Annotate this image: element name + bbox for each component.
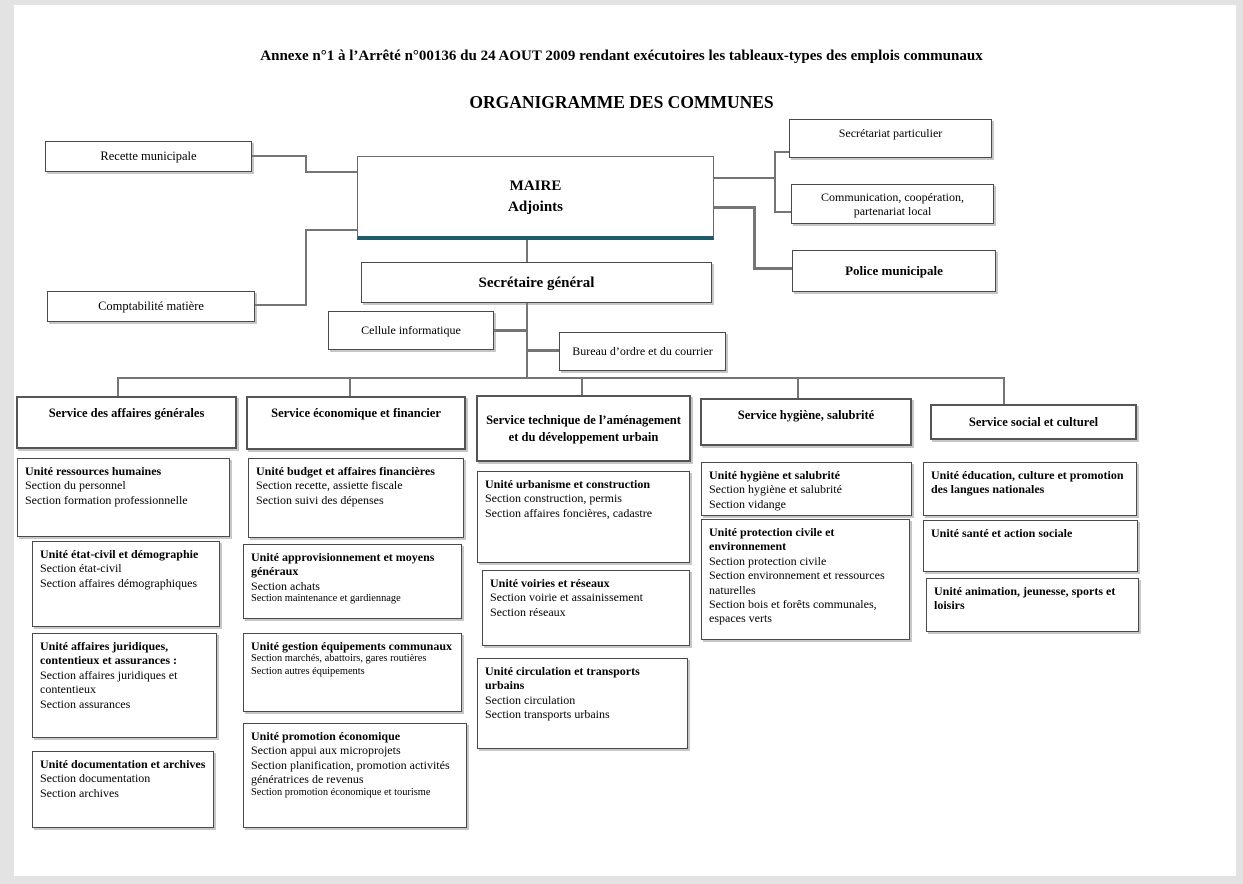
connector-police (753, 206, 756, 270)
unit-title: Unité budget et affaires financières (256, 464, 435, 478)
connector-bureau (527, 349, 559, 352)
box-label: Recette municipale (100, 149, 197, 163)
connector-comptabilite (255, 304, 307, 306)
service-title: Service social et culturel (968, 414, 1099, 429)
unit-circulation-transports (477, 658, 688, 749)
connector-secretariat (774, 151, 789, 153)
unit-section: Section planification, promotion activités génératrices de revenus (251, 757, 450, 787)
unit-title: Unité voiries et réseaux (490, 576, 610, 590)
unit-etat-civil-demographie (32, 541, 220, 627)
box-comptabilite-matiere (47, 291, 255, 322)
connector-comptabilite (305, 229, 307, 306)
unit-section: Section achats (251, 578, 320, 593)
unit-title: Unité animation, jeunesse, sports et loisirs (934, 584, 1116, 613)
unit-section: Section suivi des dépenses (256, 492, 384, 507)
unit-urbanisme-construction (477, 471, 690, 563)
unit-section: Section état-civil (40, 561, 122, 576)
unit-protection-civile (701, 519, 910, 640)
connector-sg-rail (526, 303, 528, 379)
unit-title: Unité promotion économique (251, 729, 401, 743)
unit-sante-action-sociale (923, 520, 1138, 572)
unit-section: Section circulation (485, 692, 576, 707)
box-bureau-ordre-courrier (559, 332, 726, 371)
connector-service-stub (117, 377, 119, 396)
unit-title: Unité santé et action sociale (931, 526, 1073, 540)
unit-title: Unité urbanisme et construction (485, 477, 650, 491)
connector-recette (252, 155, 307, 157)
unit-hygiene-salubrite (701, 462, 912, 516)
box-communication-cooperation (791, 184, 994, 224)
unit-title: Unité gestion équipements communaux (251, 639, 453, 653)
unit-section: Section environnement et ressources naturelles (709, 568, 885, 597)
connector-maire-sg (526, 240, 528, 262)
connector-police (753, 267, 792, 270)
service-header-technique (476, 395, 691, 462)
unit-section: Section affaires foncières, cadastre (485, 505, 653, 520)
box-maire (357, 156, 714, 240)
box-cellule-informatique (328, 311, 494, 350)
unit-affaires-juridiques (32, 633, 217, 738)
unit-section: Section autres équipements (251, 665, 365, 677)
connector-police (714, 206, 755, 209)
service-title: Service hygiène, salubrité (737, 408, 875, 422)
connector-communication (774, 211, 791, 213)
box-label: Police municipale (845, 263, 943, 279)
box-secretaire-general (361, 262, 712, 303)
adjoints-label: Adjoints (507, 198, 563, 215)
connector-service-stub (1003, 377, 1005, 404)
box-label: Secrétariat particulier (838, 126, 943, 140)
unit-section: Section appui aux microprojets (251, 743, 401, 758)
box-police-municipale (792, 250, 996, 292)
connector-service-stub (581, 377, 583, 395)
unit-voiries-reseaux (482, 570, 690, 646)
box-label: Cellule informatique (361, 323, 461, 338)
unit-gestion-equipements (243, 633, 462, 712)
service-header-economique-financier (246, 396, 466, 450)
annex-title: Annexe n°1 à l’Arrêté n°00136 du 24 AOUT 2009 rendant exécutoires les tableaux-types des emplois communaux (260, 48, 983, 64)
unit-title: Unité documentation et archives (40, 757, 206, 771)
unit-section: Section promotion économique et tourisme (251, 786, 431, 798)
connector-recette (305, 171, 357, 173)
unit-section: Section assurances (40, 696, 131, 711)
unit-section: Section transports urbains (485, 707, 610, 722)
unit-section: Section formation professionnelle (25, 492, 188, 507)
unit-animation-jeunesse (926, 578, 1139, 632)
unit-section: Section marchés, abattoirs, gares routières (251, 653, 427, 665)
unit-section: Section maintenance et gardiennage (251, 593, 401, 605)
box-recette-municipale (45, 141, 252, 172)
connector-service-stub (797, 377, 799, 398)
unit-promotion-economique (243, 723, 467, 828)
service-title: Service des affaires générales (48, 406, 205, 420)
box-secretariat-particulier (789, 119, 992, 158)
service-header-affaires-generales (16, 396, 237, 449)
unit-title: Unité ressources humaines (25, 464, 162, 478)
page-title: ORGANIGRAMME DES COMMUNES (469, 92, 774, 112)
service-title: Service technique de l’aménagement et du développement urbain (486, 413, 681, 444)
unit-section: Section affaires démographiques (40, 575, 198, 590)
unit-section: Section hygiène et salubrité (709, 482, 842, 497)
unit-title: Unité état-civil et démographie (40, 547, 199, 561)
box-label: Comptabilité matière (98, 299, 204, 313)
unit-budget-affaires-financieres (248, 458, 464, 538)
box-label: Bureau d’ordre et du courrier (572, 344, 713, 359)
service-title: Service économique et financier (271, 406, 441, 420)
unit-section: Section voirie et assainissement (490, 590, 643, 605)
unit-title: Unité éducation, culture et promotion des langues nationales (931, 468, 1124, 497)
unit-education-culture (923, 462, 1137, 516)
unit-section: Section documentation (40, 771, 151, 786)
box-label: Communication, coopération, partenariat local (821, 189, 964, 218)
unit-title: Unité approvisionnement et moyens généraux (251, 550, 435, 579)
connector-comptabilite (305, 229, 357, 231)
unit-section: Section archives (40, 785, 119, 800)
connector-right-staff (774, 151, 776, 213)
unit-approvisionnement (243, 544, 462, 619)
service-header-social-culturel (930, 404, 1137, 440)
connector-services-rail (117, 377, 1005, 379)
unit-title: Unité hygiène et salubrité (709, 468, 840, 482)
unit-section: Section vidange (709, 496, 786, 511)
unit-section: Section du personnel (25, 478, 126, 493)
unit-section: Section affaires juridiques et contentieux (40, 667, 178, 697)
unit-section: Section protection civile (709, 553, 827, 568)
connector-right-staff (714, 177, 776, 179)
box-label: Secrétaire général (478, 274, 595, 291)
unit-title: Unité affaires juridiques, contentieux et assurances : (40, 639, 177, 668)
unit-ressources-humaines (17, 458, 230, 537)
unit-section: Section réseaux (490, 604, 566, 619)
unit-section: Section recette, assiette fiscale (256, 478, 403, 493)
unit-section: Section bois et forêts communales, espaces verts (709, 596, 877, 626)
unit-section: Section construction, permis (485, 491, 622, 506)
service-header-hygiene-salubrite (700, 398, 912, 446)
connector-cellule (494, 329, 527, 332)
connector-service-stub (349, 377, 351, 396)
maire-label: MAIRE (509, 177, 562, 194)
unit-documentation-archives (32, 751, 214, 828)
unit-title: Unité circulation et transports urbains (485, 664, 640, 693)
unit-title: Unité protection civile et environnement (709, 525, 835, 554)
